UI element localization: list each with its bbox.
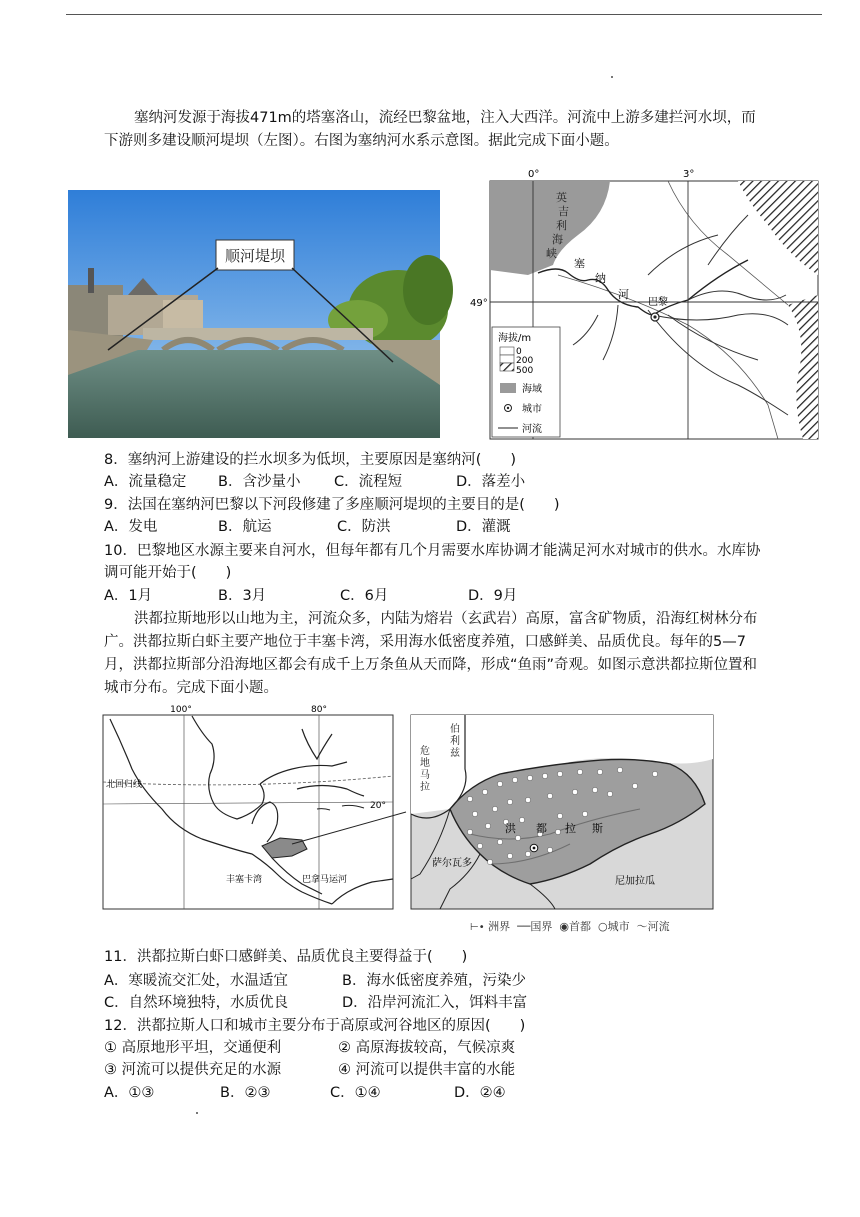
q11-option-c[interactable]: C．自然环境独特，水质优良	[104, 995, 289, 1011]
svg-text:危地马拉: 危地马拉	[420, 746, 430, 793]
q12-option-a[interactable]: A．①③	[104, 1085, 155, 1101]
q8-option-d[interactable]: D．落差小	[456, 474, 526, 490]
svg-text:尼加拉瓜: 尼加拉瓜	[615, 876, 655, 887]
svg-text:0: 0	[516, 347, 522, 357]
svg-text:斯: 斯	[592, 822, 603, 835]
question-11-options-row1	[104, 970, 764, 992]
svg-text:海域: 海域	[522, 384, 542, 395]
q12-option-c[interactable]: C．①④	[330, 1085, 381, 1101]
map-legend: ⊢• 洲界 ──国界 ◉首都 ○城市 〜河流	[470, 920, 670, 933]
question-9: 9．法国在塞纳河巴黎以下河段修建了多座顺河堤坝的主要目的是( )	[104, 497, 560, 513]
embankment-photo	[68, 190, 440, 438]
q12-statements-row1	[104, 1037, 764, 1059]
q11-option-a[interactable]: A．寒暖流交汇处，水温适宜	[104, 973, 288, 989]
question-9-options	[104, 516, 764, 538]
svg-text:拉: 拉	[565, 822, 576, 835]
q12-statements-row2	[104, 1059, 764, 1081]
q12-statement-1: ① 高原地形平坦，交通便利	[104, 1040, 282, 1056]
svg-text:3°: 3°	[683, 169, 695, 180]
q10-option-d[interactable]: D．9月	[468, 588, 518, 604]
central-america-map	[102, 705, 394, 910]
svg-text:洪: 洪	[505, 822, 516, 835]
q12-statement-4: ④ 河流可以提供丰富的水能	[338, 1062, 516, 1078]
capital-legend-icon: ◉	[559, 920, 569, 933]
question-11: 11．洪都拉斯白虾口感鲜美、品质优良主要得益于( )	[104, 949, 468, 965]
q11-option-b[interactable]: B．海水低密度养殖，污染少	[342, 973, 526, 989]
svg-text:200: 200	[516, 356, 534, 366]
q12-statement-2: ② 高原海拔较高，气候凉爽	[338, 1040, 516, 1056]
header-rule	[66, 14, 822, 15]
svg-text:巴拿马运河: 巴拿马运河	[302, 875, 348, 885]
q9-option-d[interactable]: D．灌溉	[456, 519, 511, 535]
svg-text:100°: 100°	[170, 705, 192, 715]
svg-text:80°: 80°	[311, 705, 327, 715]
q12-statement-3: ③ 河流可以提供充足的水源	[104, 1062, 282, 1078]
q8-option-a[interactable]: A．流量稳定	[104, 474, 187, 490]
question-10: 10．巴黎地区水源主要来自河水，但每年都有几个月需要水库协调才能满足河水对城市的供水。水库协调可能开始于( )	[104, 543, 761, 581]
question-8-options	[104, 471, 764, 493]
svg-text:城市: 城市	[522, 404, 542, 415]
svg-text:塞: 塞	[574, 257, 585, 270]
svg-text:0°: 0°	[528, 169, 540, 180]
svg-text:河: 河	[618, 288, 629, 301]
svg-text:纳: 纳	[595, 272, 606, 285]
question-12: 12．洪都拉斯人口和城市主要分布于高原或河谷地区的原因( )	[104, 1018, 526, 1034]
city-legend-icon: ○	[597, 920, 608, 933]
q10-option-b[interactable]: B．3月	[218, 588, 267, 604]
question-11-options-row2	[104, 992, 764, 1014]
passage-honduras: 洪都拉斯地形以山地为主，河流众多，内陆为熔岩（玄武岩）高原，富含矿物质，沿海红树林分布广。洪都拉斯白虾主要产地位于丰塞卡湾，采用海水低密度养殖，口感鲜美、品质优良。每年的5—7月，洪都拉斯部分沿海地区都会有成千上万条鱼从天而降，形成“鱼雨”奇观。如图示意洪都拉斯位置和城市分布。完成下面小题。	[104, 611, 758, 696]
passage-seine: 塞纳河发源于海拔471m的塔塞洛山，流经巴黎盆地，注入大西洋。河流中上游多建拦河水坝，而下游则多建设顺河堤坝（左图）。右图为塞纳河水系示意图。据此完成下面小题。	[104, 110, 756, 149]
q12-option-b[interactable]: B．②③	[220, 1085, 271, 1101]
svg-text:北回归线: 北回归线	[106, 780, 143, 790]
q8-option-b[interactable]: B．含沙量小	[218, 474, 301, 490]
q8-option-c[interactable]: C．流程短	[334, 474, 403, 490]
q9-option-c[interactable]: C．防洪	[337, 519, 391, 535]
question-8: 8．塞纳河上游建设的拦水坝多为低坝，主要原因是塞纳河( )	[104, 452, 517, 468]
speck	[196, 1112, 198, 1114]
svg-text:英吉利海峡: 英吉利海峡	[546, 191, 569, 260]
seine-river-map	[470, 165, 820, 441]
svg-text:500: 500	[516, 366, 534, 376]
svg-text:河流: 河流	[522, 424, 542, 435]
question-10-options	[104, 585, 764, 607]
svg-text:伯利兹: 伯利兹	[450, 724, 460, 759]
q9-option-a[interactable]: A．发电	[104, 519, 158, 535]
photo-label: 顺河堤坝	[224, 247, 286, 265]
q11-option-d[interactable]: D．沿岸河流汇入，饵料丰富	[342, 995, 528, 1011]
svg-text:都: 都	[536, 822, 547, 835]
q10-option-c[interactable]: C．6月	[340, 588, 389, 604]
svg-text:萨尔瓦多: 萨尔瓦多	[432, 858, 472, 869]
svg-text:49°: 49°	[470, 298, 488, 309]
q9-option-b[interactable]: B．航运	[218, 519, 272, 535]
honduras-detail-map	[410, 714, 714, 910]
svg-text:丰塞卡湾: 丰塞卡湾	[226, 875, 263, 885]
speck	[611, 76, 613, 78]
question-12-options	[104, 1082, 764, 1104]
svg-text:巴黎: 巴黎	[648, 297, 668, 308]
q10-option-a[interactable]: A．1月	[104, 588, 153, 604]
svg-text:海拔/m: 海拔/m	[498, 333, 532, 344]
q12-option-d[interactable]: D．②④	[454, 1085, 506, 1101]
svg-text:20°: 20°	[370, 801, 386, 811]
